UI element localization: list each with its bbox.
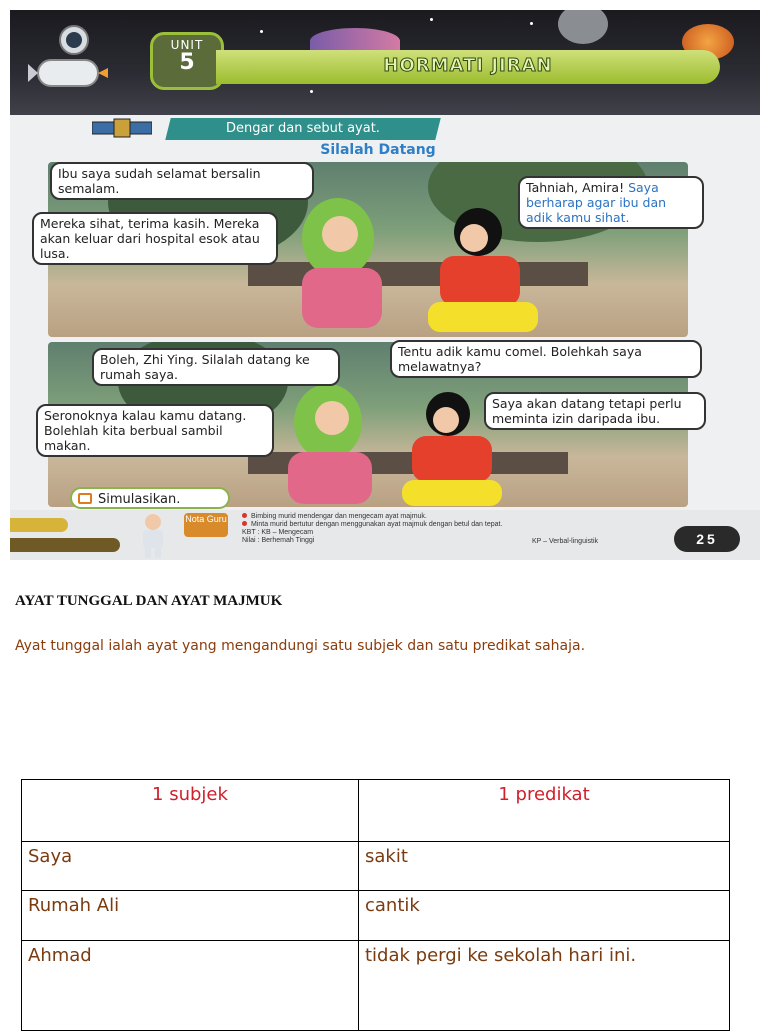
table-cell-subject: Rumah Ali [22, 891, 359, 941]
definition-text: Ayat tunggal ialah ayat yang mengandungi satu subjek dan satu predikat sahaja. [15, 638, 586, 654]
unit-number: 5 [179, 50, 195, 75]
planet-illustration [558, 10, 608, 44]
book-icon [78, 493, 92, 504]
unit-title: HORMATI JIRAN [383, 55, 553, 76]
table-cell-predicate: tidak pergi ke sekolah hari ini. [359, 941, 730, 1031]
instruction-text: Dengar dan sebut ayat. [226, 121, 380, 136]
speech-bubble-3: Mereka sihat, terima kasih. Mereka akan keluar dari hospital esok atau lusa. [32, 212, 278, 265]
kp-label: KP – Verbal-linguistik [532, 538, 599, 545]
mother-character-illustration [268, 382, 388, 507]
unit-title-bar [216, 50, 720, 84]
table-header-subject: 1 subjek [22, 780, 359, 842]
simulate-label: Simulasikan. [98, 492, 181, 507]
table-header-predicate: 1 predikat [359, 780, 730, 842]
unit-badge [150, 32, 224, 90]
document-heading: AYAT TUNGGAL DAN AYAT MAJMUK [15, 593, 283, 609]
table-cell-subject: Ahmad [22, 941, 359, 1031]
table-row [22, 842, 730, 891]
table-cell-predicate: cantik [359, 891, 730, 941]
textbook-footer [10, 510, 760, 560]
speech-bubble-2: Tahniah, Amira! Saya berharap agar ibu dan adik kamu sihat. [518, 176, 704, 229]
page-number: 25 [674, 526, 740, 552]
simulate-button [70, 487, 230, 509]
satellite-icon [92, 114, 152, 144]
speech-bubble-4: Tentu adik kamu comel. Bolehkah saya melawatnya? [390, 340, 702, 378]
speech-bubble-7: Seronoknya kalau kamu datang. Bolehlah kita berbual sambil makan. [36, 404, 274, 457]
table-row [22, 941, 730, 1031]
boy-mascot-icon [138, 512, 168, 558]
subject-predicate-table [21, 779, 730, 1031]
unit-label: UNIT [170, 38, 204, 52]
astronaut-rocket-icon [28, 20, 108, 110]
speech-bubble-6: Saya akan datang tetapi perlu meminta izin daripada ibu. [484, 392, 706, 430]
mother-character-illustration [278, 198, 398, 337]
teacher-notes: Bimbing murid mendengar dan mengecam ayat majmuk. Minta murid bertutur dengan menggunakan ayat majmuk dengan betul dan tepat. KBT : KB – Mengecam Nilai : Berhemah Tinggi [242, 513, 503, 544]
table-header-row [22, 780, 730, 842]
nota-guru-badge: Nota Guru [184, 513, 228, 537]
table-cell-predicate: sakit [359, 842, 730, 891]
table-row [22, 891, 730, 941]
footer-tag [10, 538, 120, 552]
speech-bubble-5: Boleh, Zhi Ying. Silalah datang ke rumah saya. [92, 348, 340, 386]
textbook-page-image [10, 10, 760, 560]
table-cell-subject: Saya [22, 842, 359, 891]
dialogue-subtitle: Silalah Datang [320, 142, 436, 158]
instruction-banner [165, 118, 440, 140]
speech-bubble-1: Ibu saya sudah selamat bersalin semalam. [50, 162, 314, 200]
footer-tag [10, 518, 68, 532]
